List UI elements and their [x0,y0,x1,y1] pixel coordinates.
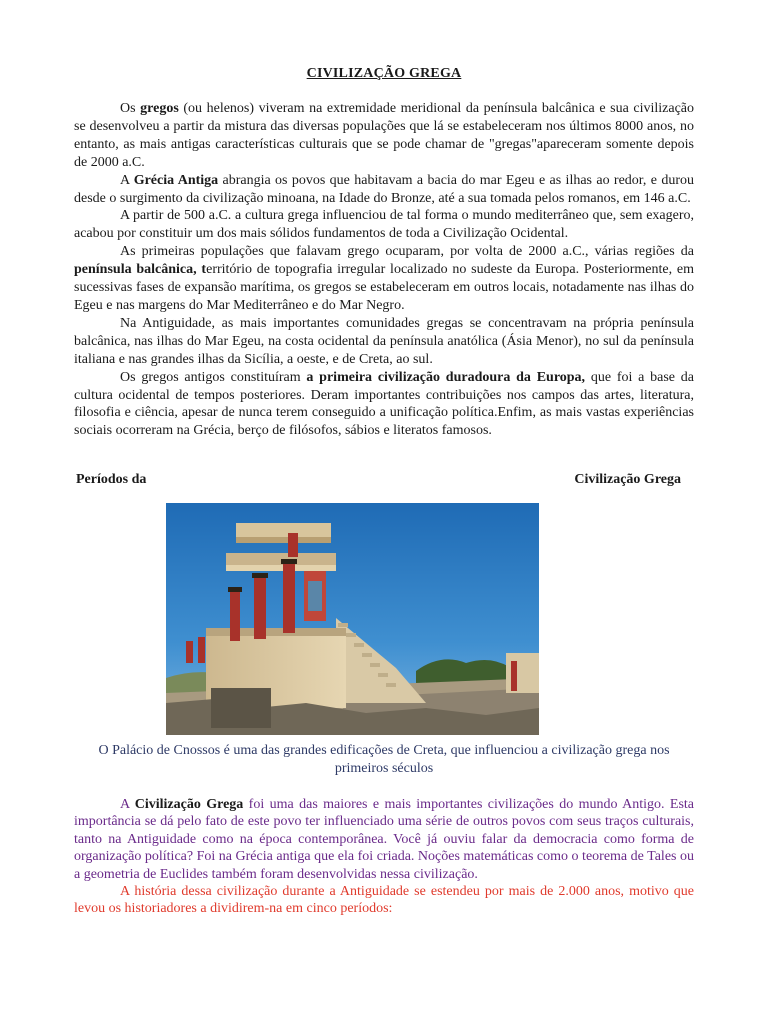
intro-text [74,100,694,440]
knossos-palace-photo [166,503,539,735]
civilization-section [74,796,694,918]
paragraph-5: Na Antiguidade, as mais importantes comunidades gregas se concentravam na própria península balcânica, nas ilhas do Mar Egeu, na costa ocidental da península anatólica (Ásia Menor), no sul da península italiana e nas grandes ilhas da Sicília, a oeste, e de Creta, ao sul. [74,315,694,367]
paragraph-6: Os gregos antigos constituíram a primeira civilização duradoura da Europa, que foi a base da cultura ocidental de tempos posteriores. Deram importantes contribuições nos campos das artes, literatura, filosofia e ciência, apesar de nunca terem conseguido a unificação política.Enfim, as mais vastas experiências sociais ocorreram na Grécia, berço de filósofos, sábios e literatos famosos. [74,369,694,439]
paragraph-4: As primeiras populações que falavam grego ocuparam, por volta de 2000 a.C., várias regiões da península balcânica, território de topografia irregular localizado no sudeste da Europa. Posteriormente, em sucessivas fases de expansão marítima, os gregos se estabeleceram em outros locais, notadamente nas ilhas do Egeu e nas margens do Mar Mediterrâneo e do Mar Negro. [74,244,694,313]
image-caption: O Palácio de Cnossos é uma das grandes edificações de Creta, que influenciou a civilização grega nos primeiros séculos [98,743,670,776]
document-title: CIVILIZAÇÃO GREGA [306,66,462,81]
section2-paragraph-2: A história dessa civilização durante a Antiguidade se estendeu por mais de 2.000 anos, motivo que levou os historiadores a dividirem-na em cinco períodos: [74,884,694,917]
paragraph-2: A Grécia Antiga abrangia os povos que habitavam a bacia do mar Egeu e as ilhas ao redor, e durou desde o surgimento da civilização minoana, na Idade do Bronze, até a sua tomada pelos romanos, em 146 a.C. [74,172,694,206]
paragraph-1: Os gregos (ou helenos) viveram na extremidade meridional da península balcânica e sua civilização se desenvolveu a partir da mistura das diversas populações que lá se estabeleceram nos últimos 8000 anos, no entanto, as mais antigas características culturais que se pode chamar de "gregas"apareceram somente depois de 2000 a.C. [74,101,695,170]
section2-paragraph-1: A Civilização Grega foi uma das maiores e mais importantes civilizações do mundo Antigo. Esta importância se dá pelo fato de este povo ter influenciado uma série de outros povos com seus traços culturais, tanto na Antiguidade como na época contemporânea. Você já ouviu falar da democracia como forma de organização política? Foi na Grécia antiga que ela foi criada. Noções matemáticas como o teorema de Tales ou a geometria de Euclides também foram desenvolvidas nessa civilização. [74,797,695,882]
periods-heading-right: Civilização Grega [574,472,681,487]
periods-heading-left: Períodos da [76,472,147,487]
paragraph-3: A partir de 500 a.C. a cultura grega influenciou de tal forma o mundo mediterrâneo que, sem exagero, acabou por constituir um dos mais sólidos fundamentos de toda a Civilização Ocidental. [74,208,694,242]
